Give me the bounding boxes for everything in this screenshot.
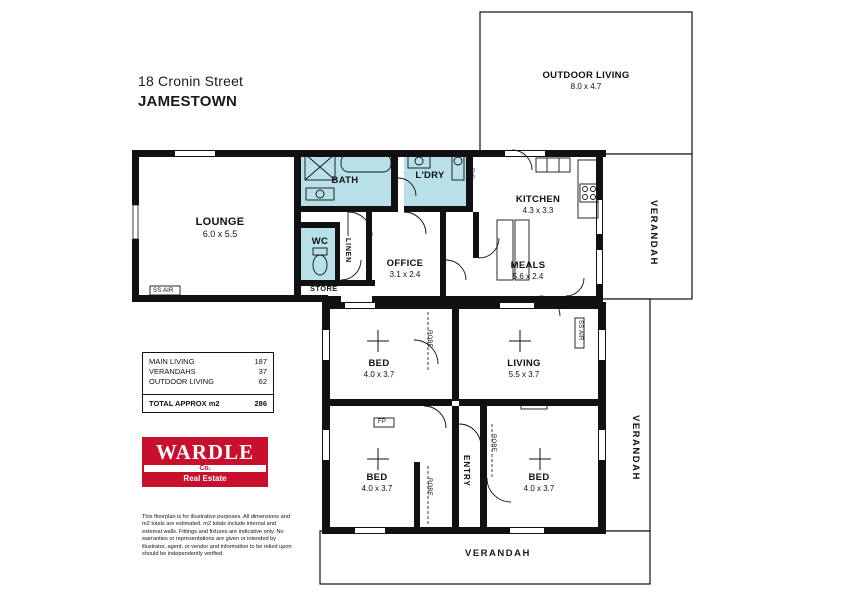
room-label: MEALS	[510, 260, 546, 271]
room-lounge	[160, 216, 280, 239]
room-label: LOUNGE	[195, 216, 245, 228]
robe-label-2: ROBE	[426, 478, 432, 496]
room-store: STORE	[310, 284, 338, 293]
room-label: LIVING	[507, 358, 541, 369]
table-row	[149, 377, 267, 387]
room-dimensions: 3.1 x 2.4	[389, 270, 421, 279]
rc-unit-label: R/C	[468, 168, 474, 179]
room-entry: ENTRY	[462, 455, 471, 487]
fireplace-label-2: FP	[534, 401, 543, 407]
room-label: KITCHEN	[515, 194, 561, 205]
logo-brand: WARDLE	[144, 439, 266, 465]
room-dimensions: 4.0 x 3.7	[523, 484, 555, 493]
page-title: 18 Cronin Street	[138, 73, 244, 89]
room-dimensions: 8.0 x 4.7	[570, 82, 602, 91]
total-label: TOTAL APPROX m2	[149, 399, 220, 408]
robe-label-1: ROBE	[426, 330, 432, 348]
agency-logo	[142, 437, 268, 487]
room-dimensions: 4.0 x 3.7	[361, 484, 393, 493]
verandah-label-right-lower: VERANDAH	[630, 415, 641, 481]
room-linen: LINEN	[344, 238, 351, 263]
room-dimensions: 4.0 x 3.7	[363, 370, 395, 379]
table-row	[149, 357, 267, 367]
room-label: OUTDOOR LIVING	[542, 70, 630, 81]
table-row	[149, 367, 267, 377]
area-label: VERANDAHS	[149, 367, 196, 376]
total-value: 286	[254, 399, 267, 408]
room-label: L'DRY	[415, 170, 445, 181]
room-kitchen	[500, 194, 576, 215]
room-bed-2	[338, 472, 416, 493]
logo-co: Co.	[199, 465, 211, 472]
verandah-label-right-upper: VERANDAH	[648, 200, 659, 266]
room-dimensions: 4.3 x 3.3	[522, 206, 554, 215]
disclaimer-text: This floorplan is for illustrative purposes. All dimensions and m2 totals are estimated. m2 totals include internal and external walls. Fittings and fixtures are indicative only. No warranties or representations are given or intended by illustrator, agent, or vendor and information to be relied upon should be independently verified.	[142, 514, 292, 558]
room-label: BED	[528, 472, 550, 483]
table-row-total	[143, 395, 273, 412]
room-outdoor-living	[516, 70, 656, 91]
room-living	[485, 358, 563, 379]
room-label: OFFICE	[386, 258, 424, 269]
verandah-label-bottom: VERANDAH	[465, 548, 531, 559]
room-office	[368, 258, 442, 279]
split-air-label-2: SS AIR	[577, 320, 583, 341]
area-value: 62	[258, 377, 267, 386]
area-value: 37	[258, 367, 267, 376]
room-label: BED	[366, 472, 388, 483]
room-dimensions: 5.5 x 3.7	[508, 370, 540, 379]
area-label: MAIN LIVING	[149, 357, 195, 366]
robe-label-3: ROBE	[490, 434, 496, 452]
room-wc	[301, 236, 339, 247]
logo-tagline: Real Estate	[144, 472, 266, 485]
area-label: OUTDOOR LIVING	[149, 377, 215, 386]
room-bed-3	[500, 472, 578, 493]
room-meals	[485, 260, 571, 281]
room-dimensions: 5.6 x 2.4	[512, 272, 544, 281]
verandah-right-upper	[600, 154, 692, 299]
room-bath	[320, 175, 370, 186]
page-subtitle: JAMESTOWN	[138, 93, 238, 110]
room-label: BATH	[331, 175, 359, 186]
room-dimensions: 6.0 x 5.5	[202, 229, 238, 239]
room-label: BED	[368, 358, 390, 369]
fireplace-label-1: FP	[378, 419, 387, 425]
room-label: WC	[311, 236, 329, 247]
area-value: 187	[254, 357, 267, 366]
area-summary-table	[142, 352, 274, 413]
room-laundry	[405, 170, 455, 181]
split-air-label-1: SS AIR	[153, 288, 174, 294]
verandah-right-lower	[600, 299, 650, 531]
room-bed-1	[340, 358, 418, 379]
